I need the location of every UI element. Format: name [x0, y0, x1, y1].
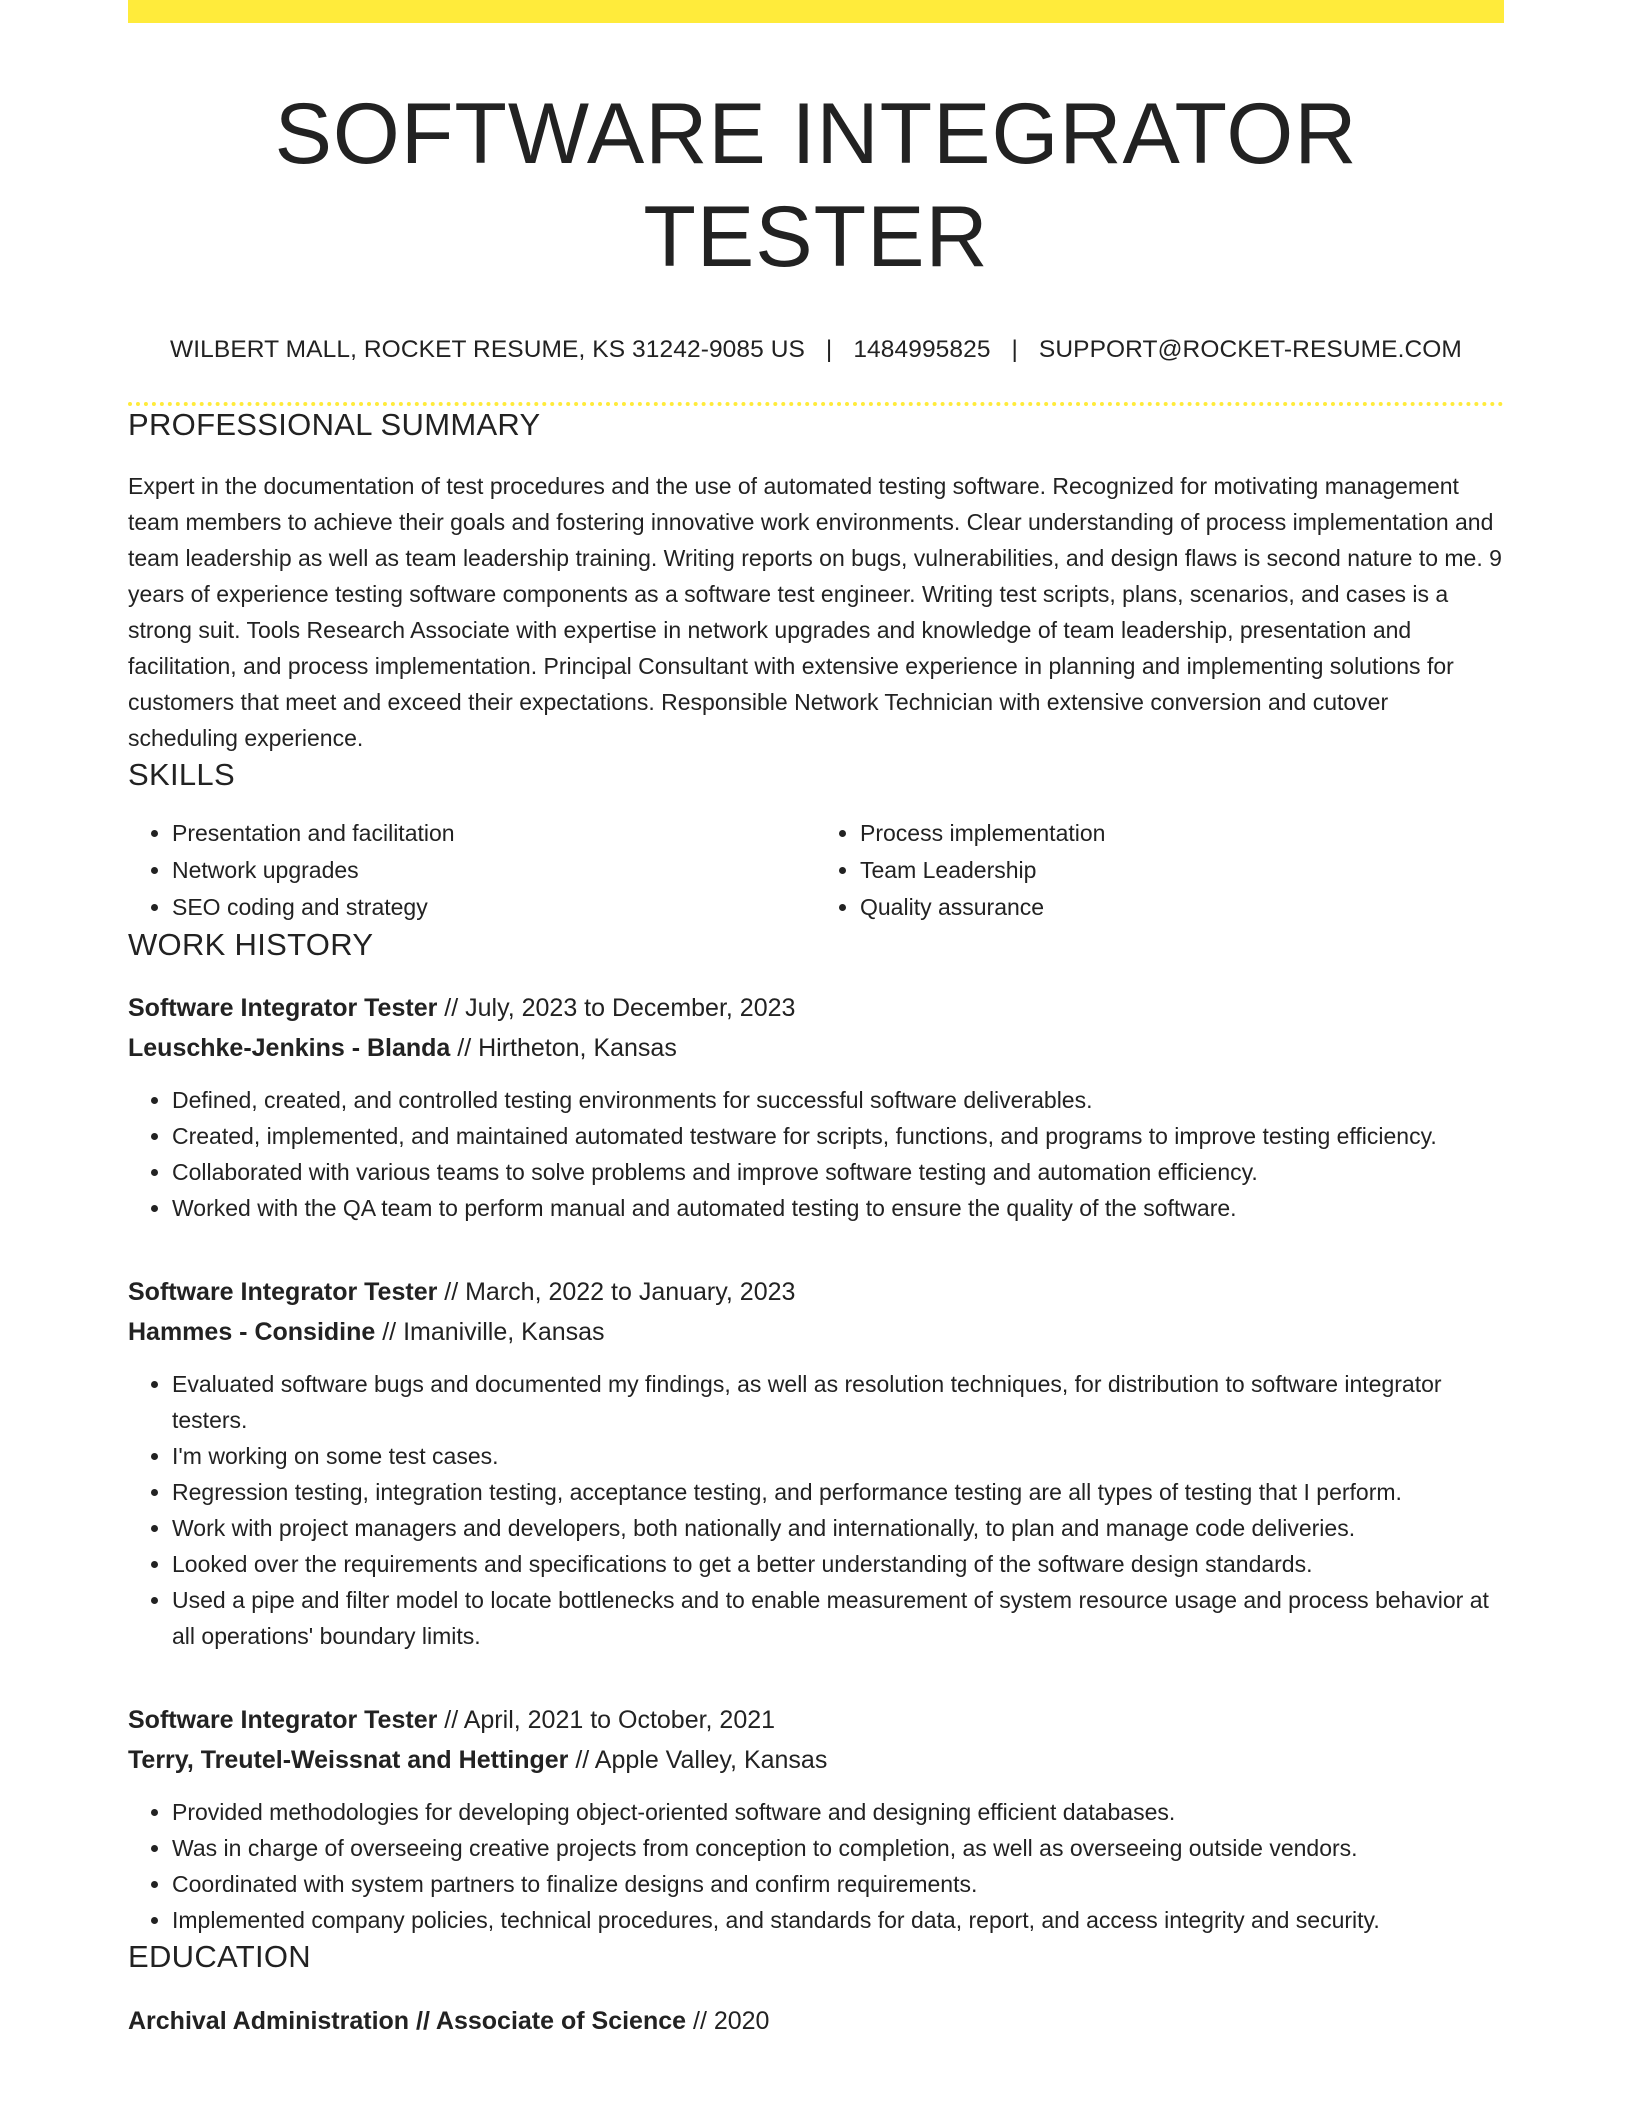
job-company-line: [128, 1740, 1504, 1780]
skill-item: • Team Leadership: [860, 852, 1504, 889]
skill-item: • Quality assurance: [860, 889, 1504, 926]
resume-name: SOFTWARE INTEGRATOR TESTER: [274, 86, 1358, 286]
job-entry: [128, 988, 1504, 1226]
job-dates: // March, 2022 to January, 2023: [437, 1277, 796, 1306]
education-year: // 2020: [686, 2007, 770, 2036]
job-company-line: [128, 1028, 1504, 1068]
job-dates: // July, 2023 to December, 2023: [437, 993, 796, 1022]
job-title-line: [128, 1272, 1504, 1312]
job-bullet: • Regression testing, integration testing, acceptance testing, and performance testing are all types of testing that I perform.: [172, 1474, 1504, 1510]
job-company-line: [128, 1312, 1504, 1352]
job-role: Software Integrator Tester: [128, 1277, 438, 1306]
contact-line: [128, 336, 1504, 364]
job-location: // Apple Valley, Kansas: [568, 1745, 828, 1774]
job-entry: [128, 1700, 1504, 1938]
education-entry: [128, 2001, 1504, 2041]
skill-item: • Network upgrades: [172, 852, 816, 889]
job-bullets: [128, 1082, 1504, 1226]
job-bullet: • Worked with the QA team to perform manual and automated testing to ensure the quality of the software.: [172, 1190, 1504, 1226]
job-company: Terry, Treutel-Weissnat and Hettinger: [128, 1745, 569, 1774]
skill-item: • Presentation and facilitation: [172, 815, 816, 852]
resume-page: [128, 0, 1504, 2041]
job-bullet: • I'm working on some test cases.: [172, 1438, 1504, 1474]
contact-phone: 1484995825: [853, 336, 991, 364]
contact-separator: |: [825, 336, 833, 364]
job-bullet: • Looked over the requirements and specifications to get a better understanding of the software design standards.: [172, 1546, 1504, 1582]
skill-item: • SEO coding and strategy: [172, 889, 816, 926]
job-bullet: • Provided methodologies for developing object-oriented software and designing efficient databases.: [172, 1794, 1504, 1830]
job-bullets: [128, 1794, 1504, 1938]
job-role: Software Integrator Tester: [128, 993, 438, 1022]
job-entry: [128, 1272, 1504, 1654]
job-bullet: • Coordinated with system partners to finalize designs and confirm requirements.: [172, 1866, 1504, 1902]
job-dates: // April, 2021 to October, 2021: [437, 1705, 776, 1734]
skill-item: • Process implementation: [860, 815, 1504, 852]
skills-column-left: [128, 815, 816, 926]
summary-heading: PROFESSIONAL SUMMARY: [128, 407, 541, 443]
job-bullet: • Implemented company policies, technical procedures, and standards for data, report, and access integrity and security.: [172, 1902, 1504, 1938]
skills-heading: SKILLS: [128, 756, 235, 792]
contact-separator: |: [1011, 336, 1018, 364]
education-heading: EDUCATION: [128, 1938, 311, 1974]
work-history-heading: WORK HISTORY: [128, 926, 374, 962]
job-role: Software Integrator Tester: [128, 1705, 438, 1734]
job-bullet: • Was in charge of overseeing creative projects from conception to completion, as well as overseeing outside vendors.: [172, 1830, 1504, 1866]
job-company: Leuschke-Jenkins - Blanda: [128, 1033, 451, 1062]
skills-list: [128, 815, 1504, 926]
job-location: // Hirtheton, Kansas: [450, 1033, 677, 1062]
job-bullet: • Created, implemented, and maintained automated testware for scripts, functions, and programs to improve testing efficiency.: [172, 1118, 1504, 1154]
education-degree: Archival Administration // Associate of Science: [128, 2007, 687, 2036]
skills-column-right: [816, 815, 1504, 926]
top-accent-bar: [128, 0, 1504, 23]
job-bullet: • Used a pipe and filter model to locate bottlenecks and to enable measurement of system resource usage and process behavior at all operations' boundary limits.: [172, 1582, 1504, 1654]
job-bullet: • Work with project managers and developers, both nationally and internationally, to plan and manage code deliveries.: [172, 1510, 1504, 1546]
job-bullet: • Collaborated with various teams to solve problems and improve software testing and automation efficiency.: [172, 1154, 1504, 1190]
summary-text: Expert in the documentation of test procedures and the use of automated testing software. Recognized for motivating management team members to achieve their goals and fostering innovative work environments. Clear understanding of process implementation and team leadership as well as team leadership training. Writing reports on bugs, vulnerabilities, and design flaws is second nature to me. 9 years of experience testing software components as a software test engineer. Writing test scripts, plans, scenarios, and cases is a strong suit. Tools Research Associate with expertise in network upgrades and knowledge of team leadership, presentation and facilitation, and process implementation. Principal Consultant with extensive experience in planning and implementing solutions for customers that meet and exceed their expectations. Responsible Network Technician with extensive conversion and cutover scheduling experience.: [128, 472, 1502, 751]
job-bullet: • Evaluated software bugs and documented my findings, as well as resolution techniques, for distribution to software integrator testers.: [172, 1366, 1504, 1438]
job-title-line: [128, 1700, 1504, 1740]
job-location: // Imaniville, Kansas: [375, 1317, 605, 1346]
job-company: Hammes - Considine: [128, 1317, 376, 1346]
job-bullet: • Defined, created, and controlled testing environments for successful software deliverables.: [172, 1082, 1504, 1118]
job-title-line: [128, 988, 1504, 1028]
contact-address: WILBERT MALL, ROCKET RESUME, KS 31242-9085 US: [170, 336, 805, 364]
job-bullets: [128, 1366, 1504, 1654]
contact-email: SUPPORT@ROCKET-RESUME.COM: [1038, 336, 1462, 364]
